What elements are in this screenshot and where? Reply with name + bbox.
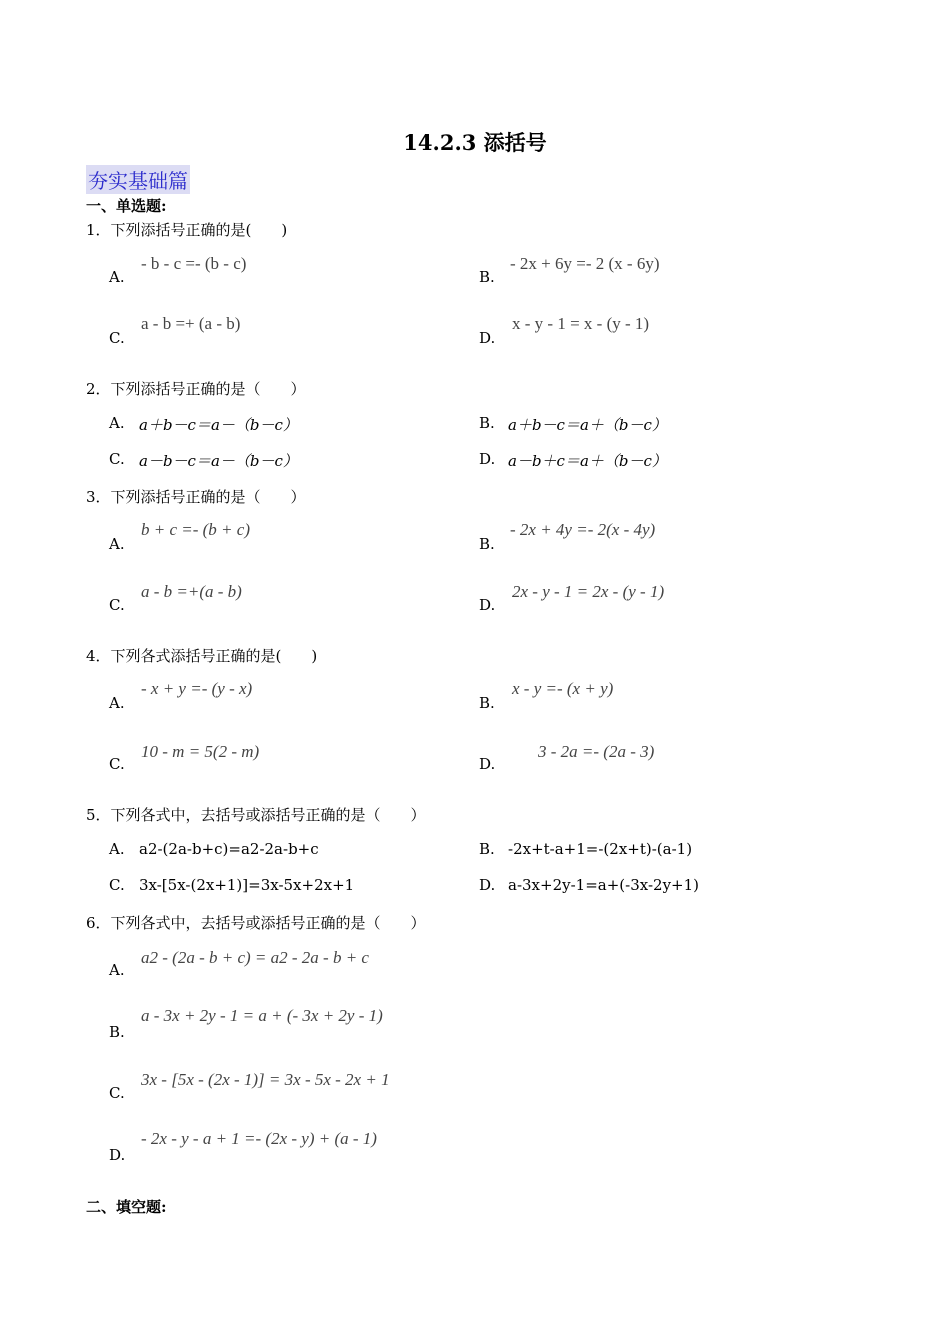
q3-option-d-label: D. [479, 596, 496, 614]
q1-option-c-text: a - b =+ (a - b) [141, 314, 241, 333]
page-title: 14.2.3 添括号 [403, 130, 547, 155]
q1-option-c-label: C. [109, 329, 125, 347]
q6-option-d-formula [141, 1129, 377, 1149]
q4-option-b-formula [512, 679, 613, 699]
q4-option-a-text: - x + y =- (y - x) [141, 679, 253, 698]
q4-option-c-text: 10 - m = 5(2 - m) [141, 742, 260, 761]
q2-option-c-label: C. [109, 450, 125, 468]
q4-option-c-formula [141, 742, 259, 762]
q5-option-a-label: A. [109, 840, 125, 858]
q1-option-c-formula [141, 314, 240, 334]
q1-option-a-text: - b - c =- (b - c) [141, 254, 247, 273]
q6-option-d-text: - 2x - y - a + 1 =- (2x - y) + (a - 1) [141, 1129, 377, 1148]
q1-option-a-label: A. [109, 268, 125, 286]
q6-option-b-label: B. [109, 1023, 125, 1041]
q3-option-d-text: 2x - y - 1 = 2x - (y - 1) [512, 582, 665, 601]
q6-option-a-formula [141, 948, 369, 968]
q1-option-d-label: D. [479, 329, 496, 347]
q6-option-a-text: a2 - (2a - b + c) = a2 - 2a - b + c [141, 948, 369, 967]
q5-option-b-text: -2x+t-a+1=-(2x+t)-(a-1) [508, 840, 693, 858]
q3-option-b-text: - 2x + 4y =- 2(x - 4y) [510, 520, 656, 539]
q3-option-a-text: b + c =- (b + c) [141, 520, 250, 539]
q4-option-d-formula [538, 742, 654, 762]
q6-option-b-text: a - 3x + 2y - 1 = a + (- 3x + 2y - 1) [141, 1006, 383, 1025]
q3-option-c-text: a - b =+(a - b) [141, 582, 242, 601]
q3-option-c-formula [141, 582, 242, 602]
q5-option-a-text: a2-(2a-b+c)=a2-2a-b+c [139, 840, 319, 858]
question-6-stem: 6．下列各式中，去括号或添括号正确的是（ ） [86, 914, 426, 932]
q1-option-d-formula [512, 314, 649, 334]
question-2-stem: 2．下列添括号正确的是（ ） [86, 380, 306, 398]
q6-option-b-formula [141, 1006, 383, 1026]
q5-option-b-label: B. [479, 840, 495, 858]
q3-option-a-label: A. [109, 535, 125, 553]
q6-option-a-label: A. [109, 961, 125, 979]
q2-option-b-label: B. [479, 414, 495, 432]
q3-option-c-label: C. [109, 596, 125, 614]
q2-option-b-text: a＋b－c＝a＋（b－c） [508, 416, 667, 434]
q2-option-d-label: D. [479, 450, 496, 468]
q2-option-d-text: a－b＋c＝a＋（b－c） [508, 452, 667, 470]
q6-option-c-formula [141, 1070, 390, 1090]
q5-option-d-label: D. [479, 876, 496, 894]
question-5-stem: 5．下列各式中，去括号或添括号正确的是（ ） [86, 806, 426, 824]
q4-option-a-label: A. [109, 694, 125, 712]
q4-option-b-label: B. [479, 694, 495, 712]
q1-option-a-formula [141, 254, 246, 274]
question-1-stem: 1．下列添括号正确的是( ) [86, 221, 288, 239]
q4-option-a-formula [141, 679, 252, 699]
q1-option-d-text: x - y - 1 = x - (y - 1) [512, 314, 650, 333]
q1-option-b-label: B. [479, 268, 495, 286]
q3-option-b-formula [510, 520, 655, 540]
q3-option-d-formula [512, 582, 664, 602]
q5-option-c-label: C. [109, 876, 125, 894]
question-3-stem: 3．下列添括号正确的是（ ） [86, 488, 306, 506]
question-4-stem: 4．下列各式添括号正确的是( ) [86, 647, 318, 665]
q1-option-b-formula [510, 254, 659, 274]
q2-option-a-label: A. [109, 414, 125, 432]
q3-option-a-formula [141, 520, 250, 540]
q6-option-d-label: D. [109, 1146, 126, 1164]
q5-option-d-text: a-3x+2y-1=a+(-3x-2y+1) [508, 876, 700, 894]
q4-option-d-text: 3 - 2a =- (2a - 3) [538, 742, 655, 761]
section-banner: 夯实基础篇 [86, 165, 190, 194]
q2-option-a-text: a＋b－c＝a－（b－c） [139, 416, 298, 434]
q4-option-c-label: C. [109, 755, 125, 773]
q2-option-c-text: a－b－c＝a－（b－c） [139, 452, 298, 470]
q1-option-b-text: - 2x + 6y =- 2 (x - 6y) [510, 254, 660, 273]
q6-option-c-label: C. [109, 1084, 125, 1102]
q4-option-b-text: x - y =- (x + y) [512, 679, 614, 698]
q4-option-d-label: D. [479, 755, 496, 773]
section-heading-fill: 二、填空题: [86, 1198, 167, 1216]
q5-option-c-text: 3x-[5x-(2x+1)]=3x-5x+2x+1 [139, 876, 355, 894]
q6-option-c-text: 3x - [5x - (2x - 1)] = 3x - 5x - 2x + 1 [141, 1070, 390, 1089]
q3-option-b-label: B. [479, 535, 495, 553]
section-heading-choice: 一、单选题: [86, 197, 167, 215]
